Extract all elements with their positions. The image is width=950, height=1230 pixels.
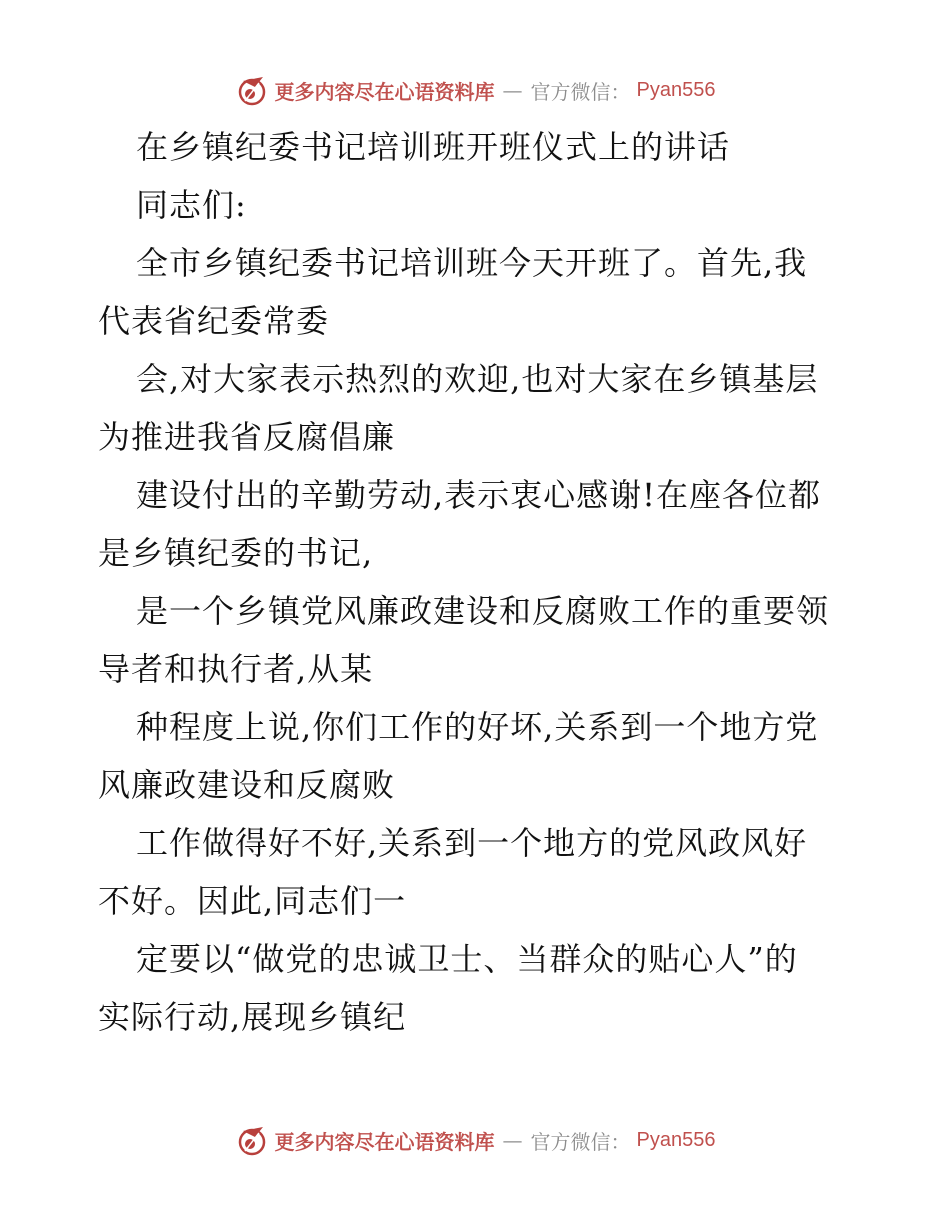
text-line: 定要以“做党的忠诚卫士、当群众的贴心人”的 <box>136 940 798 978</box>
quill-pen-logo-icon <box>235 1123 269 1157</box>
document-title: 在乡镇纪委书记培训班开班仪式上的讲话 <box>136 128 731 166</box>
text-line: 是一个乡镇党风廉政建设和反腐败工作的重要领 <box>136 592 830 630</box>
text-line: 代表省纪委常委 <box>98 302 330 340</box>
watermark-dash: — <box>502 1128 523 1152</box>
text-line: 实际行动,展现乡镇纪 <box>98 998 407 1036</box>
watermark-contact-label: 官方微信： <box>530 1129 631 1154</box>
text-line: 是乡镇纪委的书记, <box>98 534 374 572</box>
text-line: 建设付出的辛勤劳动,表示衷心感谢!在座各位都 <box>136 476 822 514</box>
text-line: 不好。因此,同志们一 <box>98 882 407 920</box>
text-line: 为推进我省反腐倡廉 <box>98 418 396 456</box>
text-line: 种程度上说,你们工作的好坏,关系到一个地方党 <box>136 708 819 746</box>
document-body <box>98 118 858 1046</box>
text-line: 同志们: <box>136 186 247 224</box>
text-line: 全市乡镇纪委书记培训班今天开班了。首先,我 <box>136 244 808 282</box>
footer-watermark <box>0 1118 950 1162</box>
watermark-contact-label: 官方微信： <box>530 79 631 104</box>
watermark-wechat-id: Pyan556 <box>636 78 716 101</box>
text-line: 导者和执行者,从某 <box>98 650 374 688</box>
text-line: 会,对大家表示热烈的欢迎,也对大家在乡镇基层 <box>136 360 819 398</box>
quill-pen-logo-icon <box>235 73 269 107</box>
header-watermark <box>0 68 950 112</box>
watermark-brand: 更多内容尽在心语资料库 <box>274 1129 495 1154</box>
watermark-wechat-id: Pyan556 <box>636 1128 716 1151</box>
watermark-brand: 更多内容尽在心语资料库 <box>274 79 495 104</box>
text-line: 工作做得好不好,关系到一个地方的党风政风好 <box>136 824 808 862</box>
text-line: 风廉政建设和反腐败 <box>98 766 396 804</box>
watermark-dash: — <box>502 78 523 102</box>
